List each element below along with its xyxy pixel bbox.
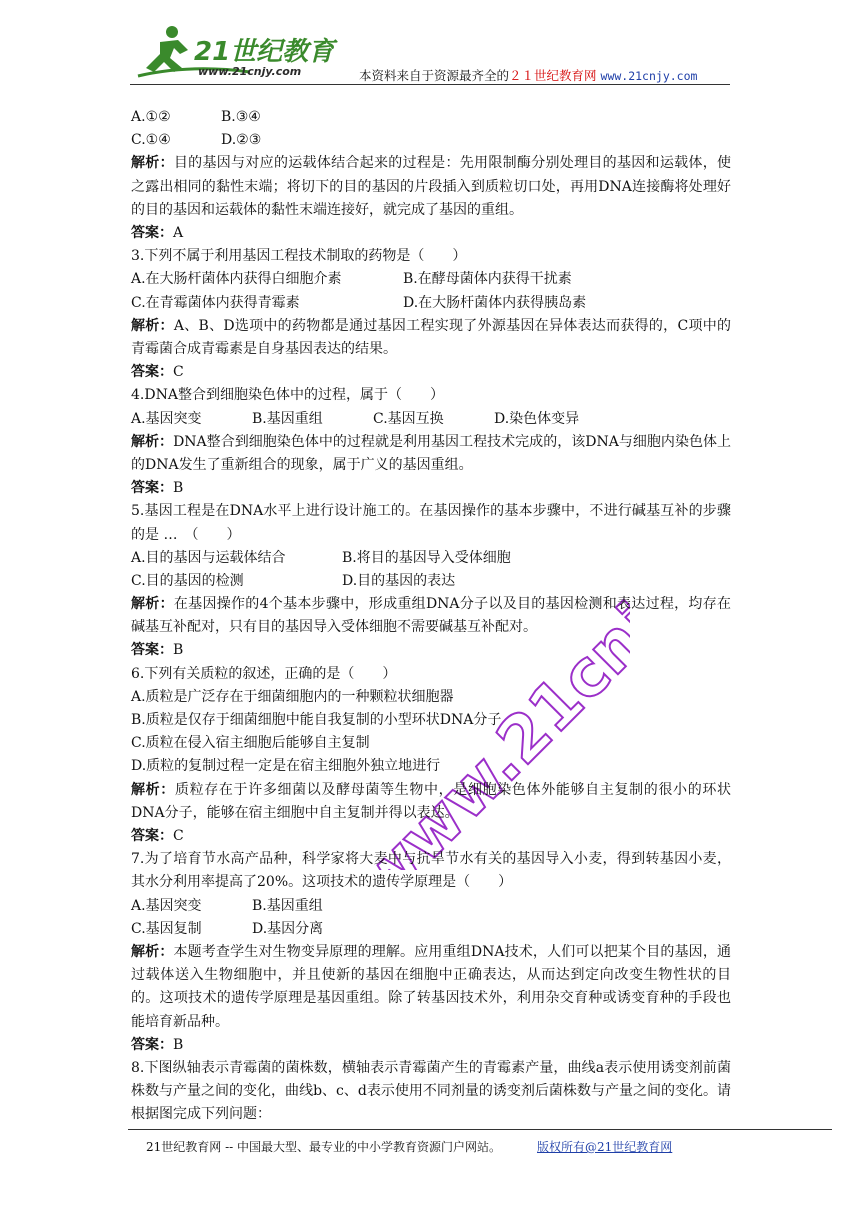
q6-answer: 答案：C: [131, 828, 184, 845]
q2-option-b: B.③④: [221, 109, 261, 125]
q5-explanation: 解析：在基因操作的4个基本步骤中，形成重组DNA分子以及目的基因检测和表达过程，均存在碱基互补配对，只有目的基因导入受体细胞不需要碱基互补配对。: [131, 596, 732, 636]
q3-options-row2: [131, 292, 731, 315]
q4-option-d: D.染色体变异: [494, 410, 580, 427]
q7-option-a: A.基因突变: [131, 897, 202, 914]
tagline-url: www.21cnjy.com: [600, 69, 698, 83]
q4-option-c: C.基因互换: [373, 410, 444, 427]
q4-options: [131, 408, 731, 431]
document-body: [131, 106, 731, 1127]
q2-answer: 答案：A: [131, 224, 184, 241]
tagline-prefix: 本资料来自于资源最齐全的: [359, 68, 510, 83]
svg-text:21世纪教育: 21世纪教育: [194, 37, 335, 67]
q4-answer: 答案：B: [131, 480, 184, 497]
q7-options-row1: [131, 895, 731, 918]
q7-explanation: 解析：本题考查学生对生物变异原理的理解。应用重组DNA技术，人们可以把某个目的基因，通过载体送入生物细胞中，并且使新的基因在细胞中正确表达，从而达到定向改变生物性状的目的。这项技术的遗传学原理是基因重组。除了转基因技术外，利用杂交育种或诱变育种的手段也能培育新品种。: [131, 943, 731, 1030]
q4-option-a: A.基因突变: [131, 410, 202, 427]
q7-option-b: B.基因重组: [252, 897, 323, 914]
q6-explanation: 解析：质粒存在于许多细菌以及酵母菌等生物中，是细胞染色体外能够自主复制的很小的环状DNA分子，能够在宿主细胞中自主复制并得以表达。: [131, 781, 732, 821]
q7-option-d: D.基因分离: [252, 920, 324, 937]
q3-option-d: D.在大肠杆菌体内获得胰岛素: [403, 294, 587, 311]
q3-option-a: A.在大肠杆菌体内获得白细胞介素: [131, 271, 342, 288]
q6-option-c: C.质粒在侵入宿主细胞后能够自主复制: [131, 735, 370, 752]
copyright-link[interactable]: 版权所有@21世纪教育网: [537, 1140, 673, 1154]
q5-stem: 5.基因工程是在DNA水平上进行设计施工的。在基因操作的基本步骤中，不进行碱基互补的步骤的是 … （ ）: [131, 503, 731, 543]
q5-options-row2: [131, 570, 731, 593]
header-tagline: [359, 66, 697, 84]
running-man-logo-icon: [130, 20, 350, 84]
q2-option-a: A.①②: [131, 109, 171, 125]
q3-option-b: B.在酵母菌体内获得干扰素: [403, 271, 572, 288]
q2-options-row2: [131, 129, 731, 152]
q2-options-row1: [131, 106, 731, 129]
watermark-text: www.21cnjy.com: [343, 450, 630, 870]
q3-explanation: 解析：A、B、D选项中的药物都是通过基因工程实现了外源基因在异体表达而获得的，C项中的青霉菌合成青霉素是自身基因表达的结果。: [131, 317, 732, 357]
q7-options-row2: [131, 918, 731, 941]
q6-option-d: D.质粒的复制过程一定是在宿主细胞外独立地进行: [131, 758, 441, 775]
site-logo: [130, 20, 350, 84]
q6-option-b: B.质粒是仅存于细菌细胞中能自我复制的小型环状DNA分子: [131, 712, 502, 729]
q8-stem: 8.下图纵轴表示青霉菌的菌株数，横轴表示青霉菌产生的青霉素产量，曲线a表示使用诱变剂前菌株数与产量之间的变化，曲线b、c、d表示使用不同剂量的诱变剂后菌株数与产量之间的变化。请根据图完成下列问题：: [131, 1059, 731, 1123]
q5-option-d: D.目的基因的表达: [342, 572, 456, 589]
q6-stem: 6.下列有关质粒的叙述，正确的是（ ）: [131, 665, 397, 682]
header-divider: [130, 84, 730, 85]
q3-option-c: C.在青霉菌体内获得青霉素: [131, 294, 300, 311]
q5-option-a: A.目的基因与运载体结合: [131, 549, 286, 566]
q2-option-d: D.②③: [221, 132, 262, 149]
q7-stem: 7.为了培育节水高产品种，科学家将大麦中与抗旱节水有关的基因导入小麦，得到转基因小麦，其水分利用率提高了20%。这项技术的遗传学原理是（ ）: [131, 851, 731, 891]
q7-answer: 答案：B: [131, 1036, 184, 1053]
q6-option-a: A.质粒是广泛存在于细菌细胞内的一种颗粒状细胞器: [131, 688, 454, 705]
q5-option-b: B.将目的基因导入受体细胞: [342, 549, 511, 566]
q3-options-row1: [131, 268, 731, 291]
q5-options-row1: [131, 547, 731, 570]
q5-option-c: C.目的基因的检测: [131, 572, 244, 589]
tagline-site-name: ２１世纪教育网: [509, 68, 597, 83]
footer-divider: [128, 1129, 832, 1130]
svg-text:www.21cnjy.com: www.21cnjy.com: [198, 65, 302, 78]
page-header: [130, 20, 730, 86]
q5-answer: 答案：B: [131, 642, 184, 659]
page-footer: [146, 1138, 672, 1155]
q4-explanation: 解析：DNA整合到细胞染色体中的过程就是利用基因工程技术完成的，该DNA与细胞内染色体上的DNA发生了重新组合的现象，属于广义的基因重组。: [131, 433, 732, 473]
q2-option-c: C.①④: [131, 132, 171, 149]
q3-answer: 答案：C: [131, 364, 184, 381]
q2-explanation: 解析：目的基因与对应的运载体结合起来的过程是：先用限制酶分别处理目的基因和运载体，使之露出相同的黏性末端；将切下的目的基因的片段插入到质粒切口处，再用DNA连接酶将处理好的目的基因和运载体的黏性末端连接好，就完成了基因的重组。: [131, 155, 732, 218]
footer-text: 21世纪教育网 -- 中国最大型、最专业的中小学教育资源门户网站。: [146, 1140, 502, 1154]
q4-option-b: B.基因重组: [252, 410, 323, 427]
q4-stem: 4.DNA整合到细胞染色体中的过程，属于（ ）: [131, 387, 444, 404]
q7-option-c: C.基因复制: [131, 920, 202, 937]
q3-stem: 3.下列不属于利用基因工程技术制取的药物是（ ）: [131, 248, 467, 265]
